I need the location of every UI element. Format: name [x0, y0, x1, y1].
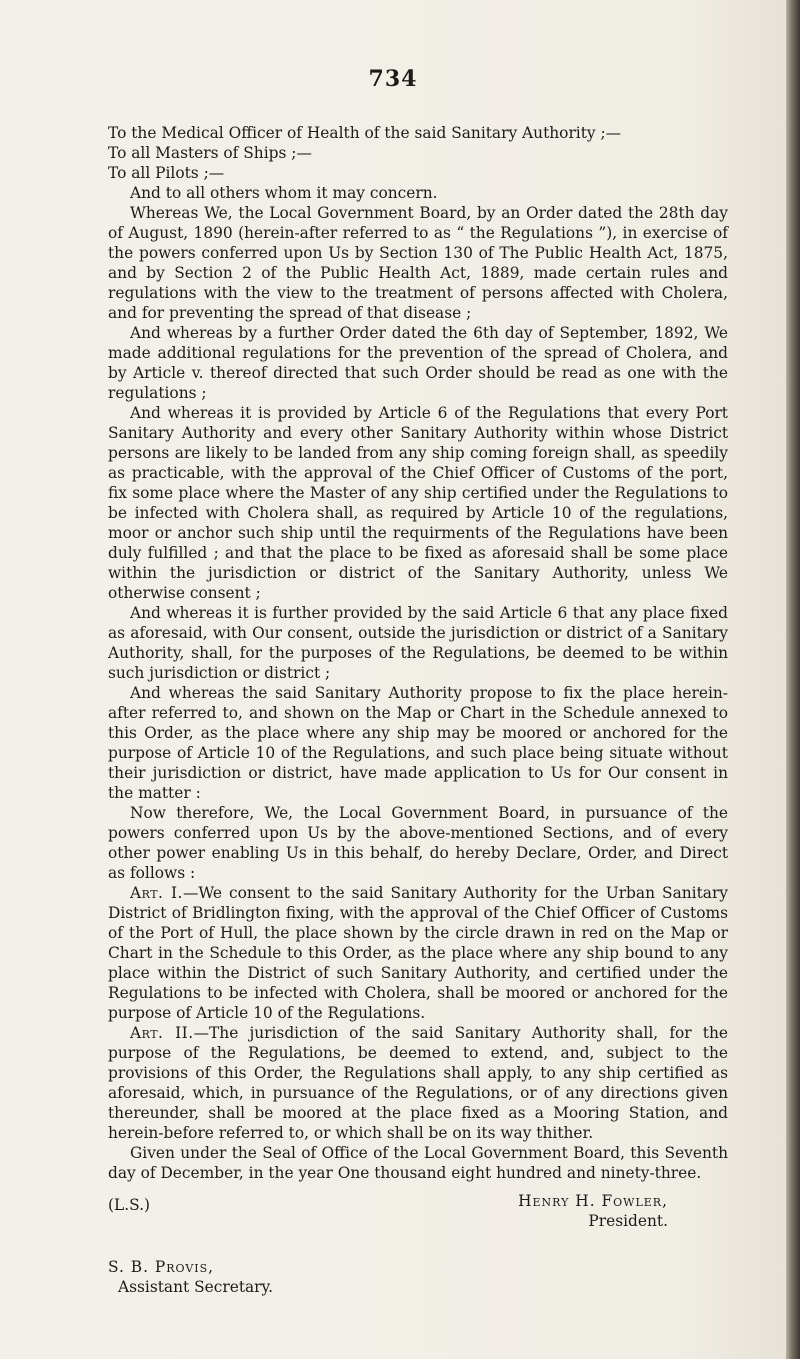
signature-block: [108, 1187, 728, 1251]
paragraph: And whereas by a further Order dated the 6th day of September, 1892, We made additional regulations for the prevention of the spread of Cholera, and by Article v. thereof directed that such Order should be read as one with the regulations ;: [108, 324, 728, 402]
signatory-name: Henry H. Fowler,: [518, 1192, 668, 1210]
article-label: Art. I.: [130, 884, 183, 902]
paragraph: Now therefore, We, the Local Government Board, in pursuance of the powers conferred upon Us by the above-mentioned Sections, and of every other power enabling Us in this behalf, do hereby Declare, Order, and Direct as follows :: [108, 804, 728, 882]
paragraph: And whereas the said Sanitary Authority propose to fix the place herein-after referred to, and shown on the Map or Chart in the Schedule annexed to this Order, as the place where any ship may be moored or anchored for the purpose of Article 10 of the Regulations, and such place being situate without their jurisdiction or district, have made application to Us for Our consent in the matter :: [108, 684, 728, 802]
secretary-name: S. B. Provis,: [108, 1258, 215, 1276]
article-label: Art. II.: [130, 1024, 194, 1042]
address-line: And to all others whom it may concern.: [130, 184, 438, 202]
order-text: [108, 123, 728, 1297]
address-line: To all Pilots ;—: [108, 164, 225, 182]
paragraph: Whereas We, the Local Government Board, by an Order dated the 28th day of August, 1890 (herein-after referred to as “ the Regulations ”), in exercise of the powers conferred upon Us by Section 130 of The Public Health Act, 1875, and by Section 2 of the Public Health Act, 1889, made certain rules and regulations with the view to the treatment of persons affected with Cholera, and for preventing the spread of that disease ;: [108, 204, 728, 322]
article-text: —The jurisdiction of the said Sanitary Authority shall, for the purpose of the Regulations, be deemed to extend, and, subject to the provisions of this Order, the Regulations shall apply, to any ship certified as aforesaid, which, in pursuance of the Regulations, or of any directions given thereunder, shall be moored at the place fixed as a Mooring Station, and herein-before referred to, or which shall be on its way thither.: [108, 1024, 728, 1142]
given-clause: Given under the Seal of Office of the Local Government Board, this Seventh day of December, in the year One thousand eight hundred and ninety-three.: [108, 1144, 728, 1182]
article-text: —We consent to the said Sanitary Authority for the Urban Sanitary District of Bridlington fixing, with the approval of the Chief Officer of Customs of the Port of Hull, the place shown by the circle drawn in red on the Map or Chart in the Schedule to this Order, as the place where any ship bound to any place within the District of such Sanitary Authority, and certified under the Regulations to be infected with Cholera, shall be moored or anchored for the purpose of Article 10 of the Regulations.: [108, 884, 728, 1022]
paragraph: And whereas it is further provided by the said Article 6 that any place fixed as aforesaid, with Our consent, outside the jurisdiction or district of a Sanitary Authority, shall, for the purposes of the Regulations, be deemed to be within such jurisdiction or district ;: [108, 604, 728, 682]
seal-mark: (L.S.): [108, 1196, 151, 1214]
page-number: 734: [368, 66, 418, 92]
page-edge-shadow: [786, 0, 800, 1359]
signatory: [518, 1191, 668, 1231]
paragraph: And whereas it is provided by Article 6 of the Regulations that every Port Sanitary Authority and every other Sanitary Authority within whose District persons are likely to be landed from any ship coming foreign shall, as speedily as practicable, with the approval of the Chief Officer of Customs of the port, fix some place where the Master of any ship certified under the Regulations to be infected with Cholera shall, as required by Article 10 of the regulations, moor or anchor such ship until the requirments of the Regulations have been duly fulfilled ; and that the place to be fixed as aforesaid shall be some place within the jurisdiction or district of the Sanitary Authority, unless We otherwise consent ;: [108, 404, 728, 602]
article-1: [108, 883, 728, 1023]
secretary-block: [108, 1257, 728, 1297]
signatory-title: President.: [588, 1212, 668, 1230]
address-line: To all Masters of Ships ;—: [108, 144, 312, 162]
secretary-title: Assistant Secretary.: [118, 1278, 274, 1296]
article-2: [108, 1023, 728, 1143]
address-line: To the Medical Officer of Health of the said Sanitary Authority ;—: [108, 124, 622, 142]
